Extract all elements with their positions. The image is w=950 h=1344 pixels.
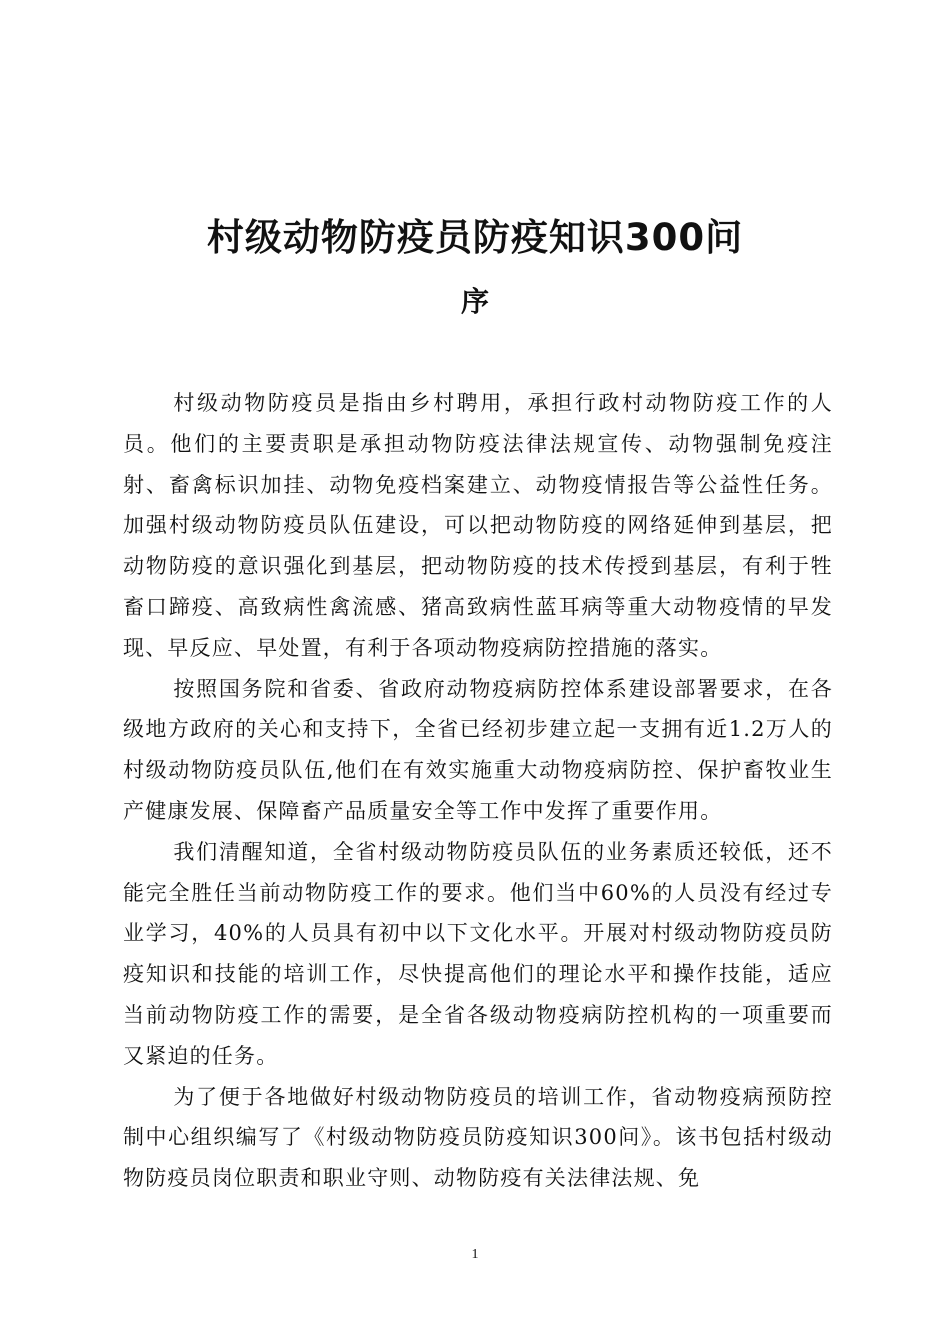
paragraph-4: 为了便于各地做好村级动物防疫员的培训工作，省动物疫病预防控制中心组织编写了《村级动物防疫员防疫知识300问》。该书包括村级动物防疫员岗位职责和职业守则、动物防疫有关法律法规、免: [123, 1084, 833, 1191]
paragraph-1: 村级动物防疫员是指由乡村聘用，承担行政村动物防疫工作的人员。他们的主要责职是承担动物防疫法律法规宣传、动物强制免疫注射、畜禽标识加挂、动物免疫档案建立、动物疫情报告等公益性任务。加强村级动物防疫员队伍建设，可以把动物防疫的网络延伸到基层，把动物防疫的意识强化到基层，把动物防疫的技术传授到基层，有利于牲畜口蹄疫、高致病性禽流感、猪高致病性蓝耳病等重大动物疫情的早发现、早反应、早处置，有利于各项动物疫病防控措施的落实。: [123, 391, 833, 660]
document-title: 村级动物防疫员防疫知识300问: [206, 216, 744, 259]
preface-body: [123, 383, 833, 1199]
paragraph-2: 按照国务院和省委、省政府动物疫病防控体系建设部署要求，在各级地方政府的关心和支持下，全省已经初步建立起一支拥有近1.2万人的村级动物防疫员队伍,他们在有效实施重大动物疫病防控、保护畜牧业生产健康发展、保障畜产品质量安全等工作中发挥了重要作用。: [123, 676, 833, 823]
page-number: 1: [471, 1247, 479, 1262]
paragraph-3: 我们清醒知道，全省村级动物防疫员队伍的业务素质还较低，还不能完全胜任当前动物防疫工作的要求。他们当中60%的人员没有经过专业学习，40%的人员具有初中以下文化水平。开展对村级动物防疫员防疫知识和技能的培训工作，尽快提高他们的理论水平和操作技能，适应当前动物防疫工作的需要，是全省各级动物疫病防控机构的一项重要而又紧迫的任务。: [123, 839, 833, 1068]
preface-heading: 序: [460, 285, 489, 318]
